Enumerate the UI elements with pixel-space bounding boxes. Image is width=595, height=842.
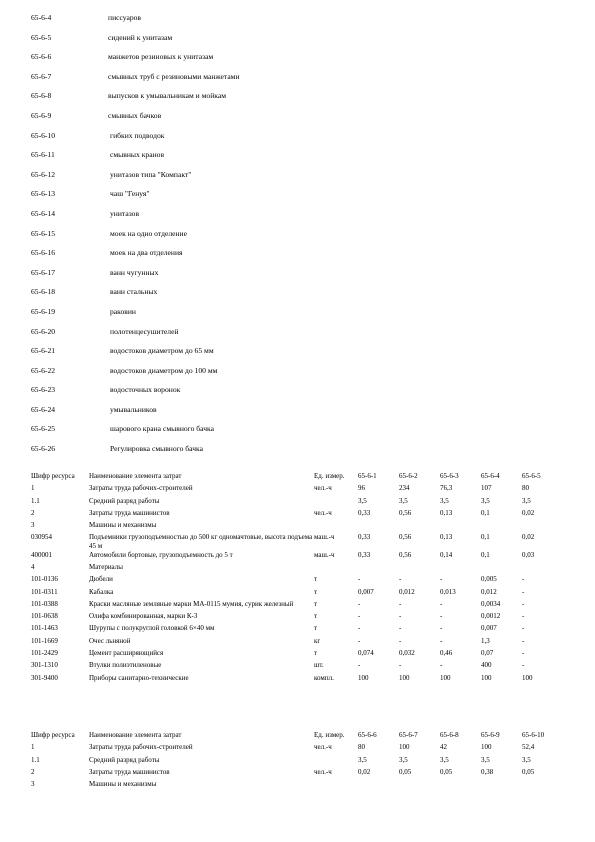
table-cell: 0,0012 [481,612,501,621]
code-description: умывальников [110,404,157,414]
code-number: 65-6-19 [31,306,56,316]
table-cell: 0,1 [481,508,490,517]
code-description: чаш "Генуя" [110,189,150,199]
table-cell: - [522,624,525,633]
table-cell: - [522,636,525,645]
code-description: унитазов [110,208,140,218]
code-number: 65-6-13 [31,189,56,199]
table-cell: 0,032 [399,649,415,658]
table-cell: 400001 [31,550,52,559]
table-cell: Затраты труда машинистов [89,767,170,776]
table-cell: Краски масляные земляные марки МА-0115 мумия, сурик железный [89,599,294,608]
table-cell: - [440,612,443,621]
table-cell: Приборы санитарно-технические [89,673,189,682]
table-cell: 3,5 [481,496,490,505]
table-cell: 3,5 [399,496,408,505]
table-cell: 0,1 [481,550,490,559]
table-header-row [31,731,563,743]
table-cell: 0,56 [399,508,412,517]
code-description: шарового крана смывного бачка [110,424,214,434]
table-cell: 0,005 [481,575,497,584]
code-number: 65-6-11 [31,150,55,160]
table-cell: - [440,624,443,633]
code-row [31,423,571,443]
header-cell: 65-6-5 [522,472,541,480]
table-cell: 3,5 [358,755,367,764]
code-row [31,169,571,189]
header-cell: 65-6-10 [522,731,545,739]
table-cell: 76,3 [440,484,453,493]
resource-table-2 [31,731,563,792]
table-cell: 301-1310 [31,661,58,670]
table-cell: 0,13 [440,533,453,542]
table-cell: 2 [31,767,35,776]
table-cell: кг [314,636,321,645]
table-cell: 100 [481,743,492,752]
table-cell: - [440,636,443,645]
table-cell: - [358,636,361,645]
table-cell: 107 [481,484,492,493]
table-cell: 101-0311 [31,587,58,596]
code-number: 65-6-6 [31,52,52,62]
code-row [31,149,571,169]
table-cell: - [522,599,525,608]
table-cell: т [314,624,318,633]
code-row [31,188,571,208]
code-description: манжетов резиновых к унитазам [108,52,214,62]
code-row [31,247,571,267]
table-cell [399,563,440,575]
table-cell: 030954 [31,533,52,542]
code-description: водостоков диаметром до 65 мм [110,346,214,356]
table-cell [440,563,481,575]
table-cell: - [358,575,361,584]
table-cell [358,780,399,792]
table-cell: Очес льняной [89,636,131,645]
table-cell: - [440,661,443,670]
code-description: смывных труб с резиновыми манжетами [108,71,240,81]
table-cell: 0,05 [440,767,453,776]
code-row [31,404,571,424]
table-cell: 301-9400 [31,673,58,682]
table-cell [358,563,399,575]
table-cell: Машины и механизмы [89,780,157,789]
table-row [31,756,563,768]
table-cell: 96 [358,484,365,493]
table-cell: 0,05 [522,767,535,776]
table-cell: чел.-ч [314,743,332,752]
table-cell [522,521,563,533]
table-cell: Кабалка [89,587,114,596]
table-row [31,743,563,755]
table-cell: 52,4 [522,743,535,752]
table-cell: 0,03 [522,550,535,559]
header-cell: 65-6-7 [399,731,418,739]
code-description: Регулировка смывного бачка [110,444,203,454]
table-cell: 100 [481,673,492,682]
table-cell: - [522,661,525,670]
table-cell: - [399,624,402,633]
table-cell: Подъемники грузоподъемностью до 500 кг одномачтовые, высота подъема 45 м [89,533,313,551]
header-cell: Шифр ресурса [31,731,75,739]
table-cell: - [399,575,402,584]
code-number: 65-6-9 [31,110,52,120]
table-row [31,575,563,587]
table-cell: 0,074 [358,649,374,658]
table-cell: т [314,649,318,658]
code-row [31,365,571,385]
code-description: смывных бачков [108,110,162,120]
table-cell: - [522,612,525,621]
table-cell [399,780,440,792]
table-cell: 1 [31,484,35,493]
table-row [31,637,563,649]
code-number: 65-6-24 [31,404,56,414]
header-cell: Ед. измер. [314,472,345,480]
code-description: смывных кранов [110,150,165,160]
table-row [31,780,563,792]
table-cell: 101-1669 [31,636,58,645]
code-number: 65-6-10 [31,130,56,140]
header-cell: 65-6-3 [440,472,459,480]
table-cell: - [358,661,361,670]
table-cell: 2 [31,508,35,517]
code-number: 65-6-22 [31,365,56,375]
table-cell: 100 [522,673,533,682]
table-cell: - [358,612,361,621]
table-cell: 3,5 [481,755,490,764]
table-cell: Материалы [89,562,123,571]
code-row [31,326,571,346]
table-cell: 100 [399,743,410,752]
table-cell: т [314,587,318,596]
table-cell: чел.-ч [314,508,332,517]
header-cell: 65-6-6 [358,731,377,739]
table-cell: 0,56 [399,550,412,559]
code-number: 65-6-5 [31,32,52,42]
table-cell: т [314,612,318,621]
table-cell: 0,007 [481,624,497,633]
table-cell: Олифа комбинированная, марки К-3 [89,612,198,621]
table-cell: - [522,575,525,584]
table-cell: маш.-ч [314,550,335,559]
code-row [31,71,571,91]
table-cell [314,780,358,792]
code-description: водосточных воронок [110,385,181,395]
table-cell [440,780,481,792]
code-number: 65-6-4 [31,13,52,22]
table-cell: Машины и механизмы [89,521,157,530]
code-row [31,110,571,130]
table-cell: 100 [440,673,451,682]
table-cell: 0,02 [522,508,535,517]
code-description: водостоков диаметром до 100 мм [110,365,218,375]
code-number: 65-6-7 [31,71,52,81]
code-row [31,12,571,32]
table-cell: 0,007 [358,587,374,596]
table-cell: - [440,575,443,584]
code-row [31,267,571,287]
table-header-row [31,472,563,484]
code-row [31,443,571,463]
code-number: 65-6-21 [31,346,56,356]
table-cell [481,780,522,792]
table-cell: - [358,624,361,633]
table-cell: - [399,612,402,621]
table-cell [399,521,440,533]
table-cell: 1.1 [31,755,40,764]
table-cell: 0,012 [399,587,415,596]
table-cell: - [358,599,361,608]
header-cell: 65-6-4 [481,472,500,480]
code-description: гибких подводок [110,130,165,140]
code-row [31,345,571,365]
table-cell: 0,33 [358,508,371,517]
table-row [31,551,563,563]
table-cell: т [314,575,318,584]
code-row [31,51,571,71]
table-cell: 0,13 [440,508,453,517]
code-row [31,228,571,248]
code-description: раковин [110,306,136,316]
code-number: 65-6-12 [31,169,56,179]
table-cell: Средний разряд работы [89,496,160,505]
table-cell: 0,38 [481,767,494,776]
table-cell [358,521,399,533]
table-cell [314,756,358,768]
header-cell: 65-6-2 [399,472,418,480]
table-cell: компл. [314,673,334,682]
code-number: 65-6-15 [31,228,56,238]
table-cell [481,521,522,533]
table-row [31,661,563,673]
table-cell: 0,012 [481,587,497,596]
header-cell: Наименование элемента затрат [89,731,182,739]
code-list [31,12,571,463]
code-description: полотенцесушителей [110,326,179,336]
table-cell: 3,5 [522,755,531,764]
code-description: унитазов типа "Компакт" [110,169,192,179]
table-cell: маш.-ч [314,533,335,542]
header-cell: Наименование элемента затрат [89,472,182,480]
code-number: 65-6-17 [31,267,56,277]
table-cell: 0,46 [440,649,453,658]
code-number: 65-6-8 [31,91,52,101]
table-row [31,674,563,686]
table-cell [522,780,563,792]
code-description: моек на два отделения [110,248,183,258]
code-description: выпусков к умывальникам и мойкам [108,91,227,101]
code-number: 65-6-20 [31,326,56,336]
code-description: писсуаров [108,13,142,22]
table-cell: 0,07 [481,649,494,658]
table-cell: 0,0034 [481,599,501,608]
table-cell: Средний разряд работы [89,755,160,764]
table-cell: 100 [358,673,369,682]
code-number: 65-6-25 [31,424,56,434]
table-cell: 1.1 [31,496,40,505]
table-cell: 0,013 [440,587,456,596]
table-cell: Затраты труда рабочих-строителей [89,743,193,752]
code-row [31,130,571,150]
table-cell: 0,33 [358,550,371,559]
table-cell: Цемент расширяющийся [89,649,164,658]
table-cell: 101-0136 [31,575,58,584]
table-cell: 3,5 [522,496,531,505]
table-cell: Затраты труда рабочих-строителей [89,484,193,493]
resource-table-1 [31,472,563,686]
table-row [31,768,563,780]
code-row [31,32,571,52]
table-cell: Дюбели [89,575,113,584]
table-cell: 400 [481,661,492,670]
table-cell: 0,56 [399,533,412,542]
header-cell: 65-6-9 [481,731,500,739]
table-cell: Шурупы с полукруглой головкой 6×40 мм [89,624,215,633]
table-row [31,533,563,550]
table-row [31,649,563,661]
table-row [31,612,563,624]
table-row [31,588,563,600]
table-cell: 101-2429 [31,649,58,658]
table-cell: 100 [399,673,410,682]
table-cell: Автомобили бортовые, грузоподъемность до 5 т [89,550,233,559]
header-cell: Шифр ресурса [31,472,75,480]
table-cell: 0,33 [358,533,371,542]
code-number: 65-6-23 [31,385,56,395]
table-cell [314,521,358,533]
code-description: моек на одно отделение [110,228,187,238]
table-cell: - [522,649,525,658]
table-cell: - [399,661,402,670]
table-cell [522,563,563,575]
table-cell: 80 [522,484,529,493]
table-cell [314,497,358,509]
table-cell: 101-0388 [31,599,58,608]
table-cell: - [440,599,443,608]
code-row [31,306,571,326]
code-description: сидений к унитазам [108,32,173,42]
table-row [31,600,563,612]
code-number: 65-6-18 [31,287,56,297]
table-row [31,521,563,533]
table-cell: 3,5 [358,496,367,505]
table-cell: - [399,599,402,608]
table-cell: чел.-ч [314,484,332,493]
table-cell: 3,5 [440,755,449,764]
table-cell [481,563,522,575]
table-cell: 1 [31,743,35,752]
table-cell: 4 [31,562,35,571]
table-row [31,497,563,509]
table-cell: 0,14 [440,550,453,559]
table-cell: 0,02 [522,533,535,542]
header-cell: 65-6-8 [440,731,459,739]
table-cell: 0,1 [481,533,490,542]
table-cell: 101-0638 [31,612,58,621]
table-cell [440,521,481,533]
header-cell: Ед. измер. [314,731,345,739]
table-cell: - [522,587,525,596]
code-number: 65-6-14 [31,208,56,218]
code-row [31,208,571,228]
table-row [31,624,563,636]
table-cell: - [399,636,402,645]
code-number: 65-6-16 [31,248,56,258]
code-description: ванн стальных [110,287,158,297]
table-row [31,563,563,575]
table-cell: 234 [399,484,410,493]
code-number: 65-6-26 [31,444,56,454]
table-cell: 1,3 [481,636,490,645]
table-cell: т [314,599,318,608]
code-row [31,286,571,306]
table-row [31,509,563,521]
table-cell: 0,02 [358,767,371,776]
table-cell: 0,05 [399,767,412,776]
code-row [31,384,571,404]
table-cell [314,563,358,575]
table-cell: шт. [314,661,324,670]
table-cell: 80 [358,743,365,752]
code-description: ванн чугунных [110,267,159,277]
table-cell: Затраты труда машинистов [89,508,170,517]
code-row [31,90,571,110]
table-cell: чел.-ч [314,767,332,776]
table-cell: 3 [31,780,35,789]
table-row [31,484,563,496]
table-cell: 101-1463 [31,624,58,633]
table-cell: 42 [440,743,447,752]
table-cell: Втулки полиэтиленовые [89,661,162,670]
table-cell: 3,5 [399,755,408,764]
table-cell: 3 [31,521,35,530]
table-cell: 3,5 [440,496,449,505]
header-cell: 65-6-1 [358,472,377,480]
